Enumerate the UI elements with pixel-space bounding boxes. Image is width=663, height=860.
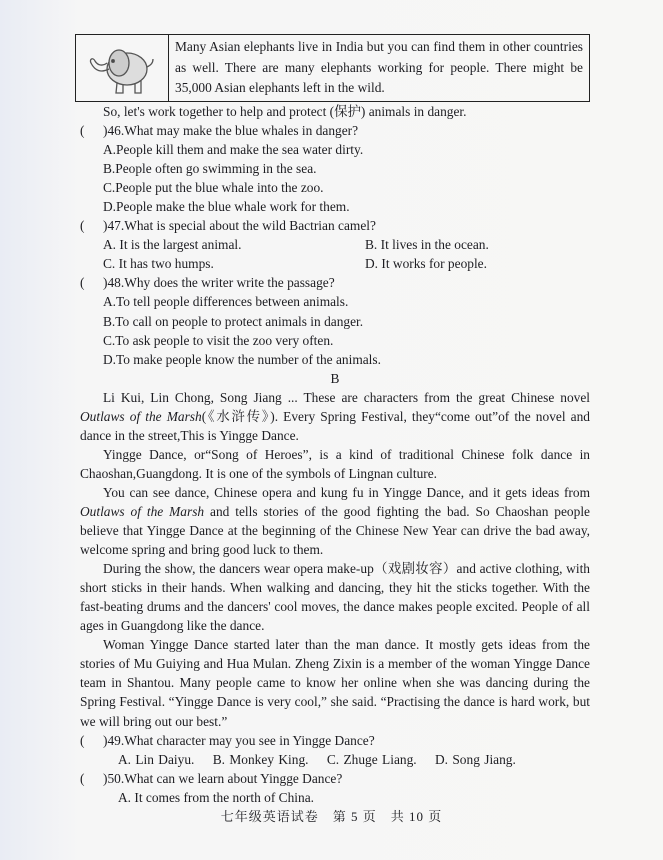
options-row <box>80 235 590 254</box>
intro-text: Many Asian elephants live in India but you can find them in other countries as well. There are many elephants working for people. There might be 35,000 Asian elephants left in the wild. <box>175 39 583 95</box>
option: A. It is the largest animal. <box>103 237 242 253</box>
option: A.To tell people differences between animals. <box>103 294 349 310</box>
option: A. Lin Daiyu. <box>118 751 195 767</box>
section-heading: B <box>330 370 340 386</box>
answer-blank[interactable]: ( <box>80 770 85 786</box>
paragraph: Li Kui, Lin Chong, Song Jiang ... These are characters from the great Chinese novel Outlaws of the Marsh(《水浒传》). Every Spring Festival, they“come out”of the novel and dance in the street,This is Yingge Dance. <box>80 389 590 443</box>
question-49: ( )49. What character may you see in Yingge Dance? <box>80 731 590 750</box>
answer-blank[interactable]: ( <box>80 218 85 234</box>
question-50: ( )50. What can we learn about Yingge Dance? <box>80 769 590 788</box>
options-row <box>80 750 590 769</box>
exam-content <box>80 102 590 807</box>
closing-sentence: So, let's work together to help and protect (保护) animals in danger. <box>103 104 467 119</box>
paragraph: Woman Yingge Dance started later than the man dance. It mostly gets ideas from the stories of Mu Guiying and Hua Mulan. Zheng Zixin is a member of the woman Yingge Dance team in Shantou. Many people came to know her online when she was dancing during the Spring Festival. “Yingge Dance is very cool,” she said. “Practising the dance is hard work, but we will bring out our best.” <box>80 637 590 729</box>
question-46: ( )46. What may make the blue whales in danger? <box>80 121 590 140</box>
option: A.People kill them and make the sea water dirty. <box>103 142 364 158</box>
option: A. It comes from the north of China. <box>118 789 314 805</box>
option: B. It lives in the ocean. <box>365 237 489 253</box>
elephant-illustration <box>76 35 169 101</box>
paragraph: You can see dance, Chinese opera and kung fu in Yingge Dance, and it gets ideas from Outlaws of the Marsh and tells stories of the good fighting the bad. So Chaoshan people believe that Yingge Dance at the beginning of the Chinese New Year can drive the bad away, welcome spring and bring good luck to them. <box>80 484 590 558</box>
option: D.To make people know the number of the animals. <box>103 351 381 367</box>
option: D. Song Jiang. <box>434 751 516 767</box>
options-row <box>80 254 590 273</box>
option: D.People make the blue whale work for them. <box>103 199 350 215</box>
question-48: ( )48. Why does the writer write the passage? <box>80 273 590 292</box>
intro-box <box>75 34 590 102</box>
option: C.People put the blue whale into the zoo. <box>103 180 324 196</box>
answer-blank[interactable]: ( <box>80 732 85 748</box>
option: B.People often go swimming in the sea. <box>103 161 317 177</box>
answer-blank[interactable]: ( <box>80 275 85 291</box>
option: C.To ask people to visit the zoo very often. <box>103 332 334 348</box>
answer-blank[interactable]: ( <box>80 123 85 139</box>
paragraph: During the show, the dancers wear opera make-up（戏剧妆容）and active clothing, with short sticks in their hands. When walking and dancing, they hit the sticks together. With the fast-beating drums and the dancers' cool moves, the dance makes people excited. People of all ages in Guangdong like the dance. <box>80 561 590 634</box>
option: C. It has two humps. <box>103 256 214 272</box>
option: D. It works for people. <box>365 256 487 272</box>
option: C. Zhuge Liang. <box>326 751 417 767</box>
paragraph: Yingge Dance, or“Song of Heroes”, is a kind of traditional Chinese folk dance in Chaoshan,Guangdong. It is one of the symbols of Lingnan culture. <box>80 446 590 481</box>
option: B.To call on people to protect animals in danger. <box>103 313 364 329</box>
page-footer: 七年级英语试卷 第 5 页 共 10 页 <box>220 809 443 824</box>
question-47: ( )47. What is special about the wild Bactrian camel? <box>80 216 590 235</box>
option: B. Monkey King. <box>212 751 309 767</box>
